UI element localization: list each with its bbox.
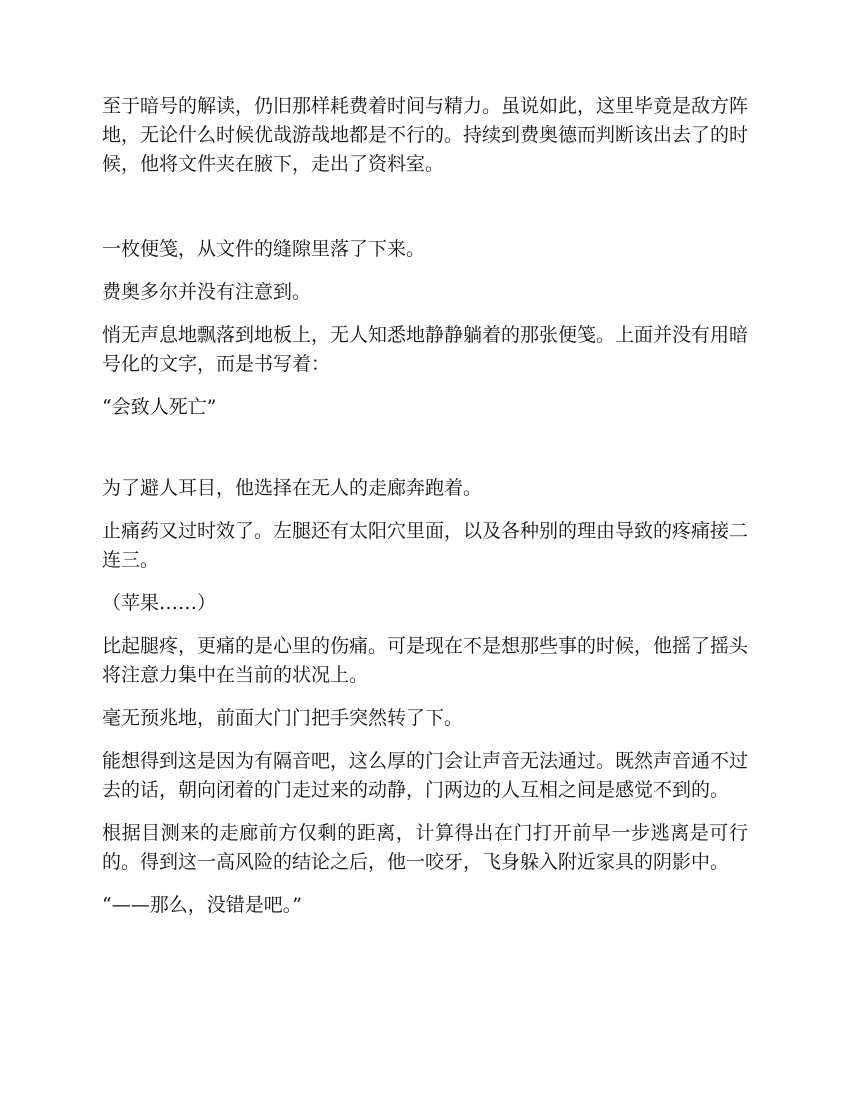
paragraph-1: 至于暗号的解读，仍旧那样耗费着时间与精力。虽说如此，这里毕竟是敌方阵地，无论什么时候优哉游哉地都是不行的。持续到费奥德而判断该出去了的时候，他将文件夹在腋下，走出了资料室。 — [102, 95, 749, 175]
document-body — [102, 92, 748, 934]
paragraph-9: 比起腿疼，更痛的是心里的伤痛。可是现在不是想那些事的时候，他摇了摇头将注意力集中在当前的状况上。 — [102, 635, 749, 686]
paragraph-6: 为了避人耳目，他选择在无人的走廊奔跑着。 — [102, 477, 483, 499]
paragraph-8: （苹果……） — [102, 592, 217, 614]
paragraph-11: 能想得到这是因为有隔音吧，这么厚的门会让声音无法通过。既然声音通不过去的话，朝向闭着的门走过来的动静，门两边的人互相之间是感觉不到的。 — [102, 750, 749, 801]
paragraph-5: “会致人死亡” — [102, 396, 217, 418]
paragraph-2: 一枚便笺，从文件的缝隙里落了下来。 — [102, 238, 426, 260]
paragraph-13: “——那么，没错是吧。” — [102, 894, 302, 916]
paragraph-12: 根据目测来的走廊前方仅剩的距离，计算得出在门打开前早一步逃离是可行的。得到这一高风险的结论之后，他一咬牙，飞身躲入附近家具的阴影中。 — [102, 822, 748, 873]
paragraph-10: 毫无预兆地，前面大门门把手突然转了下。 — [102, 707, 464, 729]
section-break — [102, 193, 748, 235]
paragraph-3: 费奥多尔并没有注意到。 — [102, 281, 312, 303]
paragraph-7: 止痛药又过时效了。左腿还有太阳穴里面，以及各种别的理由导致的疼痛接二连三。 — [102, 520, 749, 571]
paragraph-4: 悄无声息地飘落到地板上，无人知悉地静静躺着的那张便笺。上面并没有用暗号化的文字，而是书写着： — [102, 324, 749, 375]
section-break — [102, 436, 748, 474]
